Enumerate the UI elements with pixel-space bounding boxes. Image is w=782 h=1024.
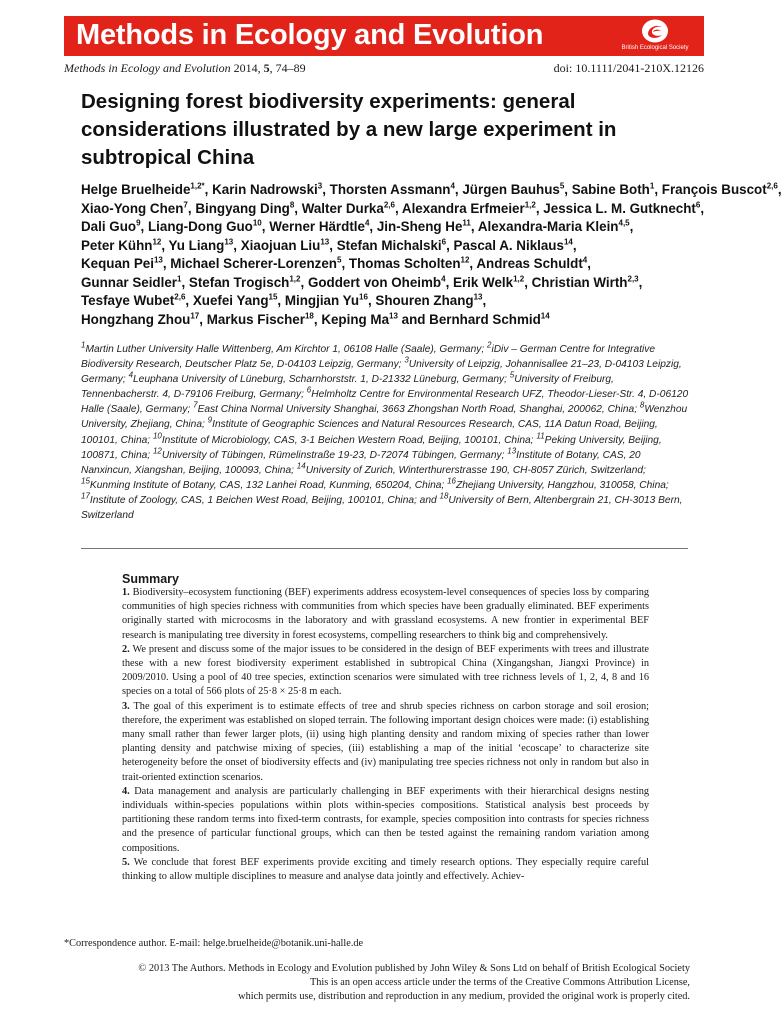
author-name: Christian Wirth$^{2,3}$ xyxy=(531,274,639,290)
affiliation: $^{17}$Institute of Zoology, CAS, 1 Beichen West Road, Beijing, 100101, China; and xyxy=(81,491,440,506)
author-affiliation-mark: 8 xyxy=(289,200,295,210)
author-affiliation-mark: 2,6 xyxy=(174,292,186,302)
affiliation-number: 3 xyxy=(404,355,409,365)
author-affiliation-mark: 4 xyxy=(441,274,446,284)
summary-point-number: 3. xyxy=(122,700,130,712)
affiliation: $^{18}$University of Bern, Altenbergrain 21, CH-3013 Bern, Switzerland xyxy=(81,491,683,522)
author-name: Bernhard Schmid$^{14}$ xyxy=(429,311,550,327)
author-affiliation-mark: 4 xyxy=(364,218,370,228)
author-line: Helge Bruelheide$^{1,2*}$, Karin Nadrowski$^3$, Thorsten Assmann$^4$, Jürgen Bauhus$^5$, Sabine Both$^1$, François Buscot$^{2,6}$, xyxy=(81,181,782,197)
affiliation: $^7$East China Normal University Shanghai, 3663 Zhongshan North Road, Shanghai, 200062, China; xyxy=(193,400,640,416)
author-name: Peter Kühn$^{12}$ xyxy=(81,237,162,253)
author-affiliation-mark: 14 xyxy=(563,237,573,247)
affiliation: $^9$Institute of Geographic Sciences and Natural Resources Research, CAS, 11A Datun Road, Beijing, 100101, China; xyxy=(81,416,658,446)
citation-volume: 5 xyxy=(263,61,270,75)
author-name: Jin-Sheng He$^{11}$ xyxy=(376,218,471,234)
author-name: Pascal A. Niklaus$^{14}$ xyxy=(453,237,573,253)
affiliation-number: 16 xyxy=(447,476,456,486)
author-affiliation-mark: 12 xyxy=(152,237,162,247)
citation-pages: , 74–89 xyxy=(269,61,306,75)
author-name: Dali Guo$^9$ xyxy=(81,218,141,234)
author-affiliation-mark: 13 xyxy=(224,237,234,247)
affiliation-number: 13 xyxy=(507,446,517,456)
affiliation-number: 4 xyxy=(128,370,134,380)
author-name: Werner Härdtle$^4$ xyxy=(269,218,370,234)
author-affiliation-mark: 1,2* xyxy=(190,181,205,191)
author-affiliation-mark: 15 xyxy=(268,292,278,302)
author-affiliation-mark: 13 xyxy=(473,292,483,302)
affiliation-number: 7 xyxy=(193,400,198,410)
affiliation-number: 11 xyxy=(536,431,545,441)
article-title: Designing forest biodiversity experiments: general considerations illustrated by a new large experiment in subtropical China xyxy=(81,90,617,169)
summary-paragraph: 4. Data management and analysis are particularly challenging in BEF experiments with their hierarchical designs nesting individuals within-species populations within plots within-species compositions. Statistical analysis best proceeds by partitioning these random terms into fixed-term contrasts, for example, species composition into contrasts for species richness and the presence of particular functional groups, which can then be tested against the remaining random variation among compositions. xyxy=(122,785,649,854)
doi[interactable]: doi: 10.1111/2041-210X.12126 xyxy=(553,61,704,75)
citation-year: 2014, xyxy=(230,61,264,75)
author-affiliation-mark: 1,2 xyxy=(289,274,301,284)
affiliation-number: 12 xyxy=(152,446,162,456)
author-affiliation-mark: 2,6 xyxy=(766,181,778,191)
author-name: Keping Ma$^{13}$ xyxy=(321,311,398,327)
author-name: Gunnar Seidler$^1$ xyxy=(81,274,182,290)
author-name: Stefan Michalski$^6$ xyxy=(336,237,447,253)
summary-body xyxy=(122,586,649,884)
affiliation: $^1$Martin Luther University Halle Wittenberg, Am Kirchtor 1, 06108 Halle (Saale), Germany; xyxy=(81,340,487,355)
author-name: Tesfaye Wubet$^{2,6}$ xyxy=(81,292,186,308)
author-name: Helge Bruelheide$^{1,2*}$ xyxy=(81,181,205,197)
author-name: Bingyang Ding$^8$ xyxy=(195,200,295,216)
affiliation-number: 5 xyxy=(509,370,515,380)
summary-paragraph: 3. The goal of this experiment is to estimate effects of tree and shrub species richness on carbon storage and soil erosion; therefore, the experiment was established on sloped terrain. The following important design choices were made: (i) establishing many small rather than fewer larger plots, (ii) using high planting density and random mixing of species rather than lower planting density and patchwise mixing of species, (iii) establishing a map of the initial ‘ecoscape’ to characterize site heterogeneity before the onset of biodiversity effects and (iv) manipulating tree species richness not only in random but also in trait-oriented extinction scenarios. xyxy=(122,700,649,783)
author-name: Michael Scherer-Lorenzen$^5$ xyxy=(170,255,342,271)
affiliation-number: 8 xyxy=(639,400,645,410)
copyright-notice xyxy=(64,962,690,1004)
affiliation: $^{14}$University of Zurich, Winterthurerstrasse 190, CH-8057 Zürich, Switzerland; xyxy=(296,461,646,476)
author-affiliation-mark: 2,3 xyxy=(627,274,639,284)
divider xyxy=(81,548,688,549)
author-name: Sabine Both$^1$ xyxy=(571,181,655,197)
author-name: Xiao-Yong Chen$^7$ xyxy=(81,200,188,216)
author-line: Kequan Pei$^{13}$, Michael Scherer-Lorenzen$^5$, Thomas Scholten$^{12}$, Andreas Schuldt$^4$, xyxy=(81,255,591,271)
author-line: Tesfaye Wubet$^{2,6}$, Xuefei Yang$^{15}$, Mingjian Yu$^{16}$, Shouren Zhang$^{13}$, xyxy=(81,292,487,308)
author-affiliation-mark: 4 xyxy=(450,181,455,191)
author-affiliation-mark: 12 xyxy=(460,255,470,265)
affiliation-number: 9 xyxy=(207,416,213,426)
affiliation: $^{15}$Kunming Institute of Botany, CAS, 132 Lanhei Road, Kunming, 650204, China; xyxy=(81,476,448,491)
author-name: Markus Fischer$^{18}$ xyxy=(206,311,314,327)
author-affiliation-mark: 5 xyxy=(559,181,565,191)
author-affiliation-mark: 16 xyxy=(359,292,368,302)
summary-point-number: 5. xyxy=(122,856,130,868)
author-name: Alexandra Erfmeier$^{1,2}$ xyxy=(401,200,536,216)
citation xyxy=(64,61,306,76)
author-name: Xuefei Yang$^{15}$ xyxy=(192,292,278,308)
author-name: Liang-Dong Guo$^{10}$ xyxy=(147,218,262,234)
copyright-line: which permits use, distribution and reproduction in any medium, provided the original work is properly cited. xyxy=(238,991,690,1002)
summary-heading: Summary xyxy=(122,572,179,586)
summary-point-number: 1. xyxy=(122,587,130,598)
affiliation-number: 18 xyxy=(439,491,449,501)
author-affiliation-mark: 13 xyxy=(320,237,330,247)
author-name: Jürgen Bauhus$^5$ xyxy=(462,181,565,197)
affiliation: $^{11}$Peking University, Beijing, 100871, China; xyxy=(81,431,662,461)
author-name: Andreas Schuldt$^4$ xyxy=(476,255,588,271)
author-name: Jessica L. M. Gutknecht$^6$ xyxy=(543,200,701,216)
author-name: Thorsten Assmann$^4$ xyxy=(329,181,455,197)
author-affiliation-mark: 9 xyxy=(136,218,141,228)
affiliation-number: 17 xyxy=(81,491,90,501)
author-affiliation-mark: 1 xyxy=(177,274,182,284)
summary-point-number: 4. xyxy=(122,785,130,797)
author-affiliation-mark: 17 xyxy=(190,311,200,321)
author-name: Xiaojuan Liu$^{13}$ xyxy=(240,237,330,253)
affiliation: $^4$Leuphana University of Lüneburg, Scharnhorststr. 1, D-21332 Lüneburg, Germany; xyxy=(128,370,510,386)
citation-journal: Methods in Ecology and Evolution xyxy=(64,61,231,75)
author-affiliation-mark: 13 xyxy=(153,255,163,265)
author-affiliation-mark: 11 xyxy=(462,218,471,228)
affiliation: $^3$University of Leipzig, Johannisallee 21–23, D-04103 Leipzig, Germany; xyxy=(81,355,682,386)
author-affiliation-mark: 3 xyxy=(317,181,323,191)
author-name: Shouren Zhang$^{13}$ xyxy=(375,292,483,308)
summary-paragraph: 5. We conclude that forest BEF experiments provide exciting and timely research options. They especially require careful thinking to allow multiple disciplines to measure and analyse data jointly and effectively. Achiev- xyxy=(122,856,649,883)
author-list xyxy=(81,181,782,329)
author-affiliation-mark: 6 xyxy=(441,237,447,247)
author-affiliation-mark: 4 xyxy=(582,255,588,265)
author-name: Karin Nadrowski$^3$ xyxy=(212,181,323,197)
affiliation: $^{10}$Institute of Microbiology, CAS, 3-1 Beichen Western Road, Beijing, 100101, China; xyxy=(152,431,537,446)
author-affiliation-mark: 13 xyxy=(389,311,398,321)
author-affiliation-mark: 14 xyxy=(540,311,550,321)
author-name: Stefan Trogisch$^{1,2}$ xyxy=(188,274,301,290)
affiliation-number: 2 xyxy=(486,340,492,350)
affiliation-number: 6 xyxy=(306,385,312,395)
author-affiliation-mark: 10 xyxy=(252,218,262,228)
author-affiliation-mark: 1 xyxy=(649,181,655,191)
author-line: Peter Kühn$^{12}$, Yu Liang$^{13}$, Xiaojuan Liu$^{13}$, Stefan Michalski$^6$, Pascal A. Niklaus$^{14}$, xyxy=(81,237,577,253)
affiliation-number: 10 xyxy=(152,431,162,441)
author-name: Kequan Pei$^{13}$ xyxy=(81,255,163,271)
author-name: Yu Liang$^{13}$ xyxy=(168,237,234,253)
author-name: Erik Welk$^{1,2}$ xyxy=(453,274,525,290)
author-line: Xiao-Yong Chen$^7$, Bingyang Ding$^8$, Walter Durka$^{2,6}$, Alexandra Erfmeier$^{1,2}$, Jessica L. M. Gutknecht$^6$, xyxy=(81,200,705,216)
affiliation-number: 14 xyxy=(296,461,306,471)
summary-point-number: 2. xyxy=(122,643,130,655)
affiliation: $^2$iDiv – German Centre for Integrative Biodiversity Research, Deutscher Platz 5e, D-04103 Leipzig, Germany; xyxy=(81,340,656,371)
author-affiliation-mark: 1,2 xyxy=(524,200,536,210)
bes-logo-icon xyxy=(641,18,669,44)
affiliation: $^{16}$Zhejiang University, Hangzhou, 310058, China; xyxy=(447,476,669,491)
society-logo xyxy=(612,18,698,54)
author-name: Goddert von Oheimb$^4$ xyxy=(307,274,446,290)
summary-paragraph: 1. Biodiversity–ecosystem functioning (BEF) experiments address ecosystem-level consequences of species loss by comparing communities of high species richness with communities from which species have been gradually eliminated. BEF experiments originally started with microcosms in the laboratory and with grassland ecosystems. A new frontier in experimental BEF research is manipulating tree diversity in forest ecosystems, compelling researchers to think big and comprehensively. xyxy=(122,587,649,641)
author-name: Thomas Scholten$^{12}$ xyxy=(348,255,470,271)
author-line: Hongzhang Zhou$^{17}$, Markus Fischer$^{18}$, Keping Ma$^{13}$ and Bernhard Schmid$^{14}$ xyxy=(81,311,550,327)
affiliation: $^5$University of Freiburg, Tennenbacherstr. 4, D-79106 Freiburg, Germany; xyxy=(81,370,614,401)
society-name: British Ecological Society xyxy=(621,45,689,51)
affiliation-number: 1 xyxy=(81,340,86,350)
affiliation-number: 15 xyxy=(81,476,90,486)
copyright-line: © 2013 The Authors. Methods in Ecology and Evolution published by John Wiley & Sons Ltd on behalf of British Ecological Society xyxy=(138,963,690,974)
citation-line xyxy=(64,61,704,76)
author-affiliation-mark: 5 xyxy=(337,255,342,265)
affiliation: $^8$Wenzhou University, Zhejiang, China; xyxy=(81,400,688,431)
author-affiliation-mark: 18 xyxy=(304,311,314,321)
journal-name: Methods in Ecology and Evolution xyxy=(76,19,544,51)
author-affiliation-mark: 2,6 xyxy=(383,200,395,210)
author-name: Mingjian Yu$^{16}$ xyxy=(284,292,368,308)
correspondence-note: *Correspondence author. E-mail: helge.bruelheide@botanik.uni-halle.de xyxy=(64,938,364,949)
author-affiliation-mark: 7 xyxy=(183,200,188,210)
summary-paragraph: 2. We present and discuss some of the major issues to be considered in the design of BEF experiments with trees and illustrate these with a new forest biodiversity experiment established in subtropical China (Xingangshan, Jiangxi Province) in 2009/2010. Using a pool of 40 tree species, extinction scenarios were simulated with tree richness levels of 1, 2, 4, 8 and 16 species on a total of 566 plots of 25·8 × 25·8 m each. xyxy=(122,643,649,698)
author-line: Gunnar Seidler$^1$, Stefan Trogisch$^{1,2}$, Goddert von Oheimb$^4$, Erik Welk$^{1,2}$, Christian Wirth$^{2,3}$, xyxy=(81,274,643,290)
author-affiliation-mark: 4,5 xyxy=(618,218,630,228)
affiliation: $^{13}$Institute of Botany, CAS, 20 Nanxincun, Xiangshan, Beijing, 100093, China; xyxy=(81,446,641,476)
author-name: François Buscot$^{2,6}$ xyxy=(661,181,778,197)
copyright-line: This is an open access article under the terms of the Creative Commons Attribution License, xyxy=(309,977,690,988)
journal-banner xyxy=(64,16,704,56)
author-name: Alexandra-Maria Klein$^{4,5}$ xyxy=(477,218,630,234)
author-line: Dali Guo$^9$, Liang-Dong Guo$^{10}$, Werner Härdtle$^4$, Jin-Sheng He$^{11}$, Alexandra-Maria Klein$^{4,5}$, xyxy=(81,218,634,234)
author-affiliation-mark: 6 xyxy=(695,200,701,210)
author-affiliation-mark: 1,2 xyxy=(513,274,525,284)
author-name: Walter Durka$^{2,6}$ xyxy=(301,200,395,216)
author-name: Hongzhang Zhou$^{17}$ xyxy=(81,311,200,327)
affiliations xyxy=(81,342,691,523)
affiliation: $^{12}$University of Tübingen, Rümelinstraße 19-23, D-72074 Tübingen, Germany; xyxy=(152,446,508,461)
affiliation: $^6$Helmholtz Centre for Environmental Research UFZ, Theodor-Lieser-Str. 4, D-06120 Halle (Saale), Germany; xyxy=(81,385,689,416)
